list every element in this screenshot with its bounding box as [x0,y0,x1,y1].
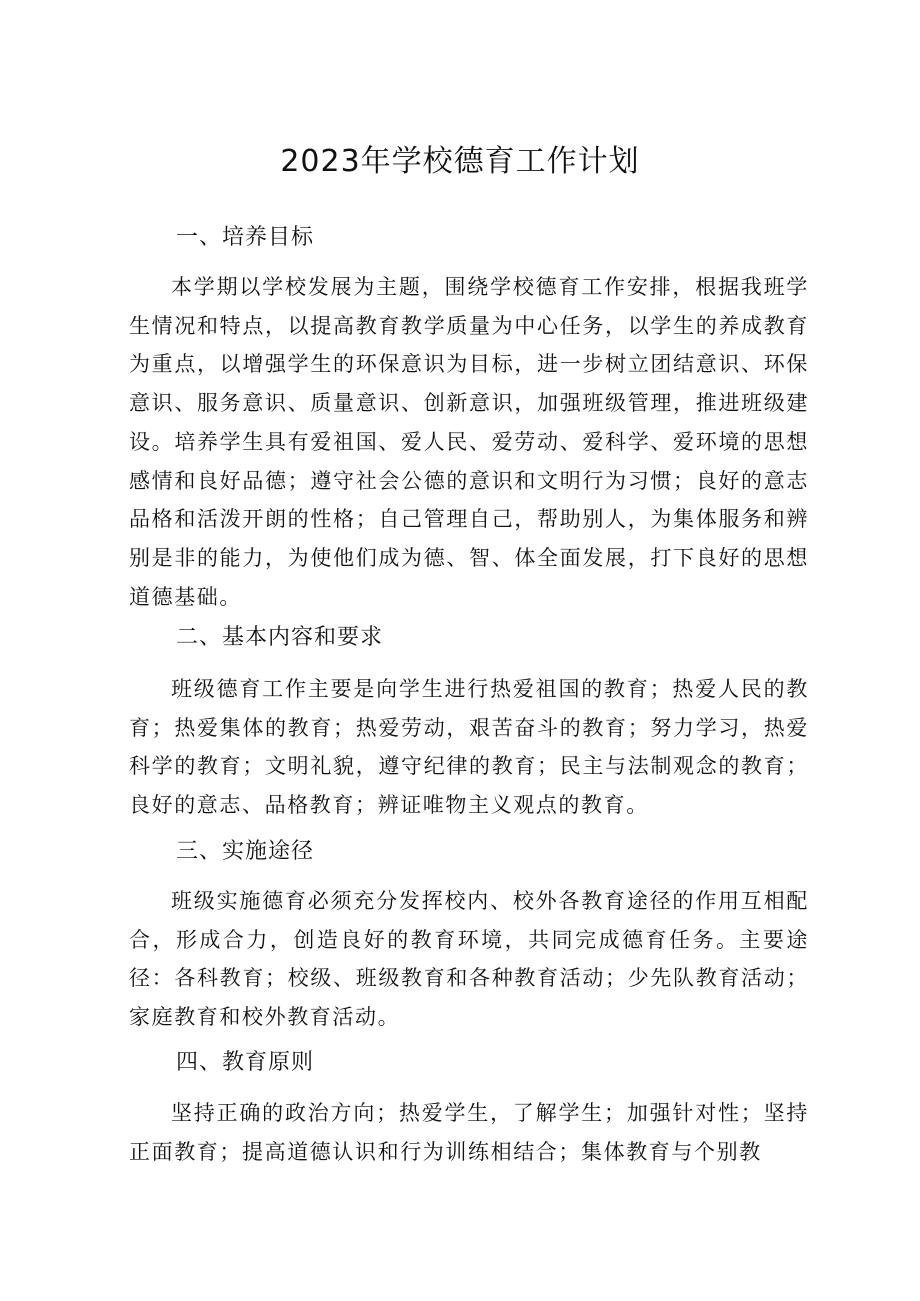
section-body-approach: 班级实施德育必须充分发挥校内、校外各教育途径的作用互相配合，形成合力，创造良好的教育环境，共同完成德育任务。主要途径：各科教育；校级、班级教育和各种教育活动；少先队教育活动；家庭教育和校外教育活动。 [129,889,809,1030]
section-body-principles: 坚持正确的政治方向；热爱学生，了解学生；加强针对性；坚持正面教育；提高道德认识和行为训练相结合；集体教育与个别教 [129,1101,809,1164]
section-heading-goals: 一、培养目标 [176,225,315,250]
section-heading-principles: 四、教育原则 [176,1050,315,1075]
section-heading-content: 二、基本内容和要求 [176,625,384,650]
document-title: 2023年学校德育工作计划 [280,144,640,179]
section-body-goals: 本学期以学校发展为主题，围绕学校德育工作安排，根据我班学生情况和特点，以提高教育教学质量为中心任务，以学生的养成教育为重点，以增强学生的环保意识为目标，进一步树立团结意识、环保意识、服务意识、质量意识、创新意识，加强班级管理，推进班级建设。培养学生具有爱祖国、爱人民、爱劳动、爱科学、爱环境的思想感情和良好品德；遵守社会公德的意识和文明行为习惯；良好的意志品格和活泼开朗的性格；自己管理自己，帮助别人，为集体服务和辨别是非的能力，为使他们成为德、智、体全面发展，打下良好的思想道德基础。 [129,275,809,609]
section-body-content: 班级德育工作主要是向学生进行热爱祖国的教育；热爱人民的教育；热爱集体的教育；热爱劳动，艰苦奋斗的教育；努力学习，热爱科学的教育；文明礼貌，遵守纪律的教育；民主与法制观念的教育；良好的意志、品格教育；辨证唯物主义观点的教育。 [129,677,809,818]
section-heading-approach: 三、实施途径 [176,839,315,864]
